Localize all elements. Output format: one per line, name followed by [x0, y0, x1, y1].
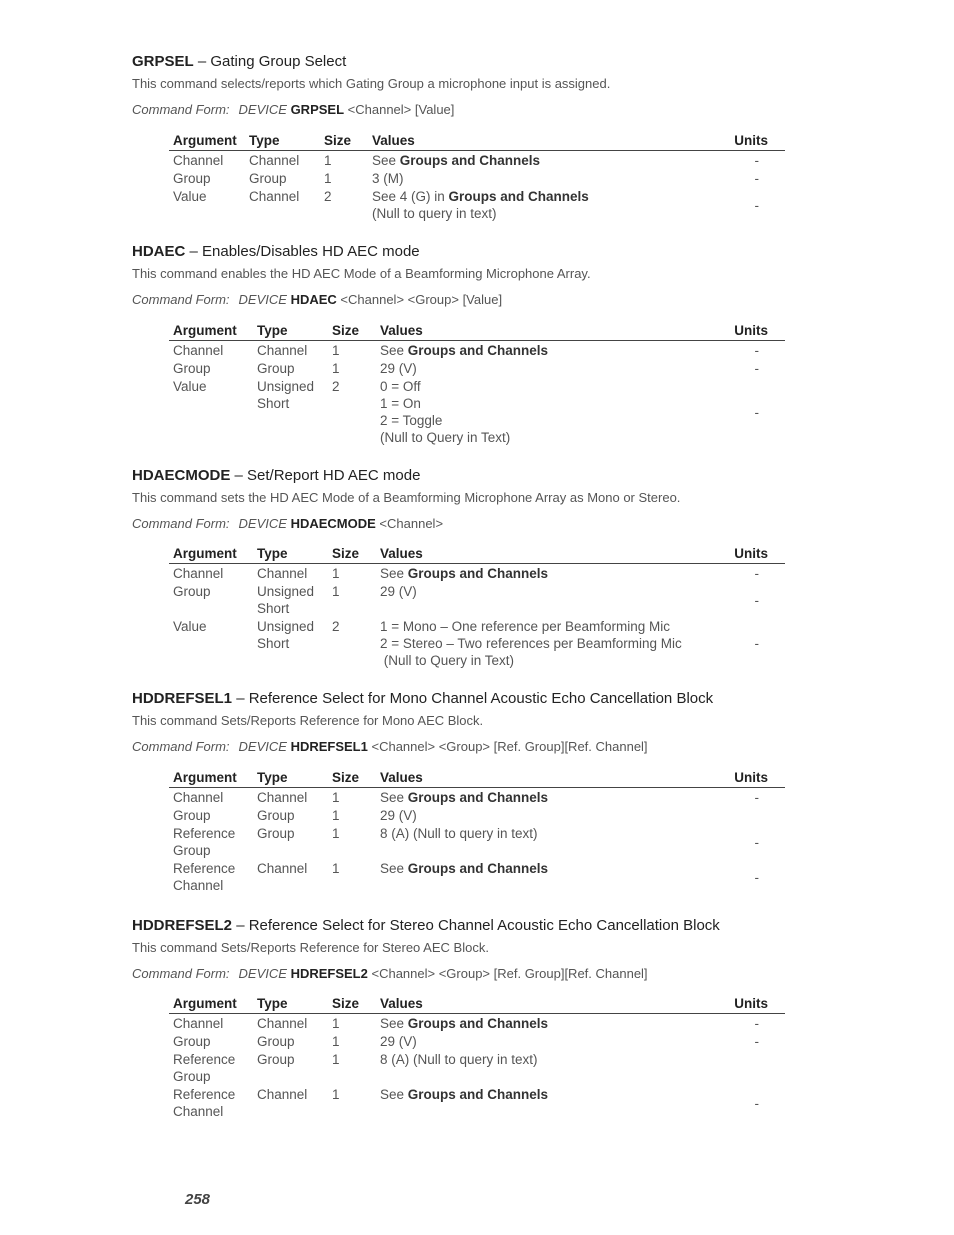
table-header: Argument Type Size Values Units: [169, 322, 785, 341]
section-description: This command enables the HD AEC Mode of a Beamforming Microphone Array.: [132, 266, 591, 281]
table-row: Reference Channel Channel 1 See Groups and Channels -: [173, 1087, 759, 1119]
section-hddrefsel2: [132, 916, 812, 982]
table-header: Argument Type Size Values Units: [169, 769, 785, 788]
table-row: Group Group 1 29 (V): [173, 808, 417, 823]
command-form: Command Form: DEVICE HDAECMODE <Channel>: [132, 516, 444, 531]
command-form: Command Form: DEVICE HDREFSEL1 <Channel> <Group> [Ref. Group][Ref. Channel]: [132, 739, 648, 754]
section-hdaec: [132, 242, 786, 308]
table-row: Channel Channel 1 See Groups and Channels -: [173, 790, 759, 805]
section-description: This command Sets/Reports Reference for Mono AEC Block.: [132, 713, 484, 728]
section-title: HDDREFSEL2 – Reference Select for Stereo Channel Acoustic Echo Cancellation Block: [132, 917, 720, 934]
command-form: Command Form: DEVICE HDAEC <Channel> <Group> [Value]: [132, 292, 503, 307]
section-hdaecmode: [132, 466, 786, 532]
table-header: Argument Type Size Values Units: [169, 545, 785, 564]
table-row: Reference Group Group 1 8 (A) (Null to query in text): [173, 1052, 538, 1084]
section-description: This command Sets/Reports Reference for Stereo AEC Block.: [132, 940, 489, 955]
table-row: Group Group 1 29 (V) -: [173, 361, 759, 376]
table-row: Channel Channel 1 See Groups and Channels -: [173, 566, 759, 581]
section-title: HDAECMODE – Set/Report HD AEC mode: [132, 467, 421, 484]
argument-table: [169, 545, 785, 669]
section-title: HDDREFSEL1 – Reference Select for Mono Channel Acoustic Echo Cancellation Block: [132, 690, 714, 707]
table-row: Value Unsigned Short 2 0 = Off 1 = On 2 = Toggle (Null to Query in Text) -: [173, 379, 759, 445]
command-form: Command Form: DEVICE GRPSEL <Channel> [Value]: [132, 102, 455, 117]
table-row: Channel Channel 1 See Groups and Channels -: [173, 1016, 759, 1031]
command-form: Command Form: DEVICE HDREFSEL2 <Channel> <Group> [Ref. Group][Ref. Channel]: [132, 966, 648, 981]
table-row: Group Group 1 29 (V) -: [173, 1034, 759, 1049]
section-title: GRPSEL – Gating Group Select: [132, 53, 347, 70]
section-description: This command sets the HD AEC Mode of a Beamforming Microphone Array as Mono or Stereo.: [132, 490, 681, 505]
section-hddrefsel1: [132, 689, 812, 755]
table-header: Argument Type Size Values Units: [169, 995, 785, 1014]
page-number: 258: [185, 1191, 211, 1208]
argument-table: [169, 769, 785, 894]
table-header: Argument Type Size Values Units: [169, 132, 785, 151]
table-row: Reference Channel Channel 1 See Groups and Channels -: [173, 861, 759, 893]
section-description: This command selects/reports which Gating Group a microphone input is assigned.: [132, 76, 611, 91]
table-row: Group Unsigned Short 1 29 (V) -: [173, 584, 759, 616]
argument-table: [169, 995, 785, 1120]
section-title: HDAEC – Enables/Disables HD AEC mode: [132, 243, 420, 260]
section-grpsel: [132, 52, 786, 118]
table-row: Reference Group Group 1 8 (A) (Null to query in text) -: [173, 826, 759, 858]
table-row: Value Unsigned Short 2 1 = Mono – One reference per Beamforming Mic 2 = Stereo – Two references per Beamforming Mic (Null to Query in Text) -: [173, 619, 759, 668]
table-row: Channel Channel 1 See Groups and Channels -: [173, 343, 759, 358]
table-row: Group Group 1 3 (M) -: [173, 171, 759, 186]
argument-table: [169, 132, 785, 222]
table-row: Value Channel 2 See 4 (G) in Groups and Channels (Null to query in text) -: [173, 189, 759, 221]
table-row: Channel Channel 1 See Groups and Channels -: [173, 153, 759, 168]
argument-table: [169, 322, 785, 446]
